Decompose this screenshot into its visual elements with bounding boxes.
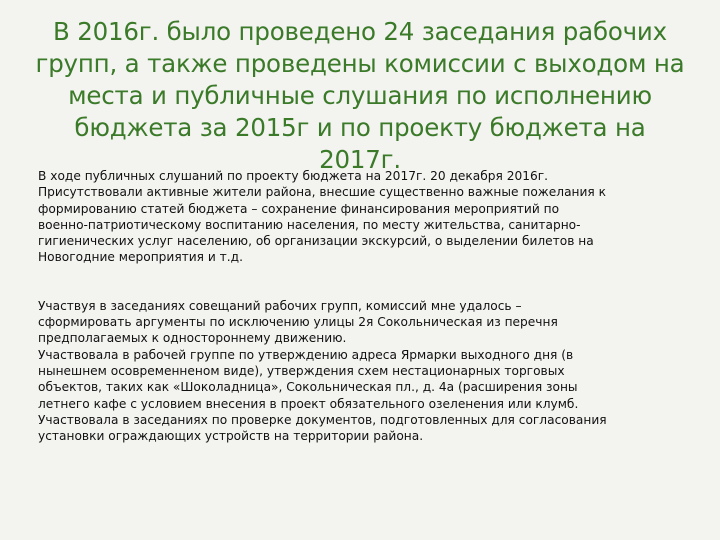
title-line: групп, а также проведены комиссии с выходом на: [35, 49, 685, 78]
public-hearings-paragraph: [38, 168, 678, 266]
slide-title: [30, 16, 690, 176]
body-line: летнего кафе с условием внесения в проект обязательного озеленения или клумб.: [38, 396, 579, 411]
body-line: объектов, таких как «Шоколадница», Сокольническая пл., д. 4а (расширения зоны: [38, 380, 578, 395]
body-line: В ходе публичных слушаний по проекту бюджета на 2017г. 20 декабря 2016г.: [38, 169, 548, 183]
body-line: Присутствовали активные жители района, внесшие существенно важные пожелания к: [38, 185, 606, 200]
body-line: Участвовала в рабочей группе по утверждению адреса Ярмарки выходного дня (в: [38, 347, 574, 362]
title-line: В 2016г. было проведено 24 заседания рабочих: [53, 17, 667, 46]
body-line: гигиенических услуг населению, об организации экскурсий, о выделении билетов на: [38, 234, 594, 249]
paragraph-gap: [38, 282, 678, 298]
body-line: Новогодние мероприятия и т.д.: [38, 250, 243, 265]
title-line: бюджета за 2015г и по проекту бюджета на 2017г.: [74, 113, 646, 174]
title-line: места и публичные слушания по исполнению: [68, 81, 652, 110]
body-line: предполагаемых к одностороннему движению.: [38, 331, 347, 346]
body-line: военно-патриотическому воспитанию населения, по месту жительства, санитарно-: [38, 217, 581, 232]
body-line: Участвовала в заседаниях по проверке документов, подготовленных для согласования: [38, 412, 607, 427]
body-line: установки ограждающих устройств на территории района.: [38, 429, 424, 444]
body-line: Участвуя в заседаниях совещаний рабочих групп, комиссий мне удалось –: [38, 298, 522, 313]
paragraph-gap: [38, 266, 678, 282]
working-groups-paragraph: [38, 298, 678, 445]
slide-body: [38, 168, 678, 444]
body-line: формированию статей бюджета – сохранение финансирования мероприятий по: [38, 201, 560, 216]
body-line: сформировать аргументы по исключению улицы 2я Сокольническая из перечня: [38, 315, 558, 330]
body-line: нынешнем осовременненом виде), утверждения схем нестационарных торговых: [38, 363, 565, 378]
